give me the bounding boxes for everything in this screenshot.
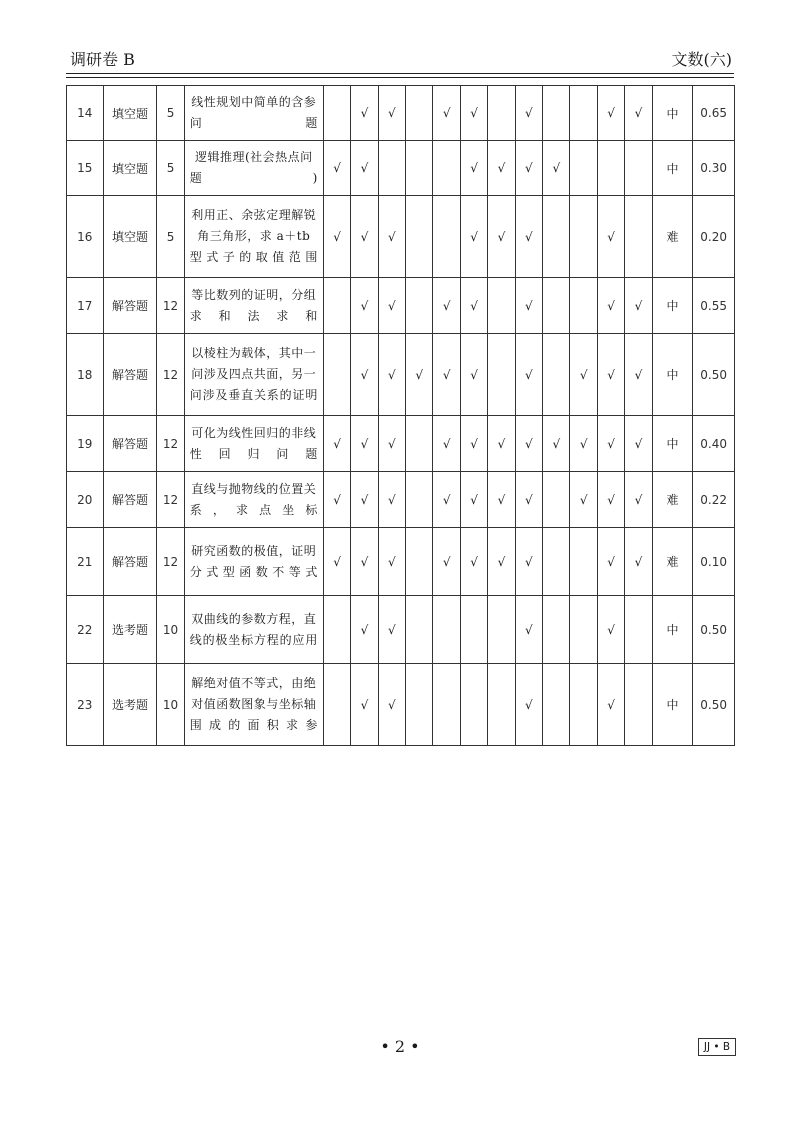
check-mark-cell: √ <box>351 416 378 472</box>
check-mark-cell: √ <box>378 86 405 141</box>
difficulty: 中 <box>652 664 693 746</box>
question-topic: 等比数列的证明，分组求和法求和 <box>184 278 323 334</box>
question-type: 填空题 <box>103 86 157 141</box>
header-subject: 文数(六) <box>671 50 732 69</box>
check-mark-cell <box>323 86 350 141</box>
check-mark-cell: √ <box>378 334 405 416</box>
check-mark-cell: √ <box>597 528 624 596</box>
table-row <box>67 528 735 596</box>
check-mark-cell <box>543 196 570 278</box>
check-mark-cell: √ <box>351 196 378 278</box>
check-mark-cell: √ <box>460 278 487 334</box>
check-mark-cell <box>570 86 597 141</box>
question-number: 14 <box>67 86 104 141</box>
check-mark-cell: √ <box>323 141 350 196</box>
check-mark-cell: √ <box>351 141 378 196</box>
check-mark-cell: √ <box>378 472 405 528</box>
question-type: 解答题 <box>103 472 157 528</box>
check-mark-cell <box>625 196 652 278</box>
page-number: • 2 • <box>380 1037 420 1056</box>
check-mark-cell <box>460 596 487 664</box>
header-title: 调研卷 B <box>70 50 135 69</box>
check-mark-cell <box>323 334 350 416</box>
check-mark-cell <box>543 664 570 746</box>
question-number: 18 <box>67 334 104 416</box>
difficulty: 中 <box>652 334 693 416</box>
check-mark-cell: √ <box>625 528 652 596</box>
check-mark-cell <box>625 596 652 664</box>
question-score: 5 <box>157 141 184 196</box>
paper-code: JJ • B <box>698 1038 736 1056</box>
check-mark-cell: √ <box>597 334 624 416</box>
check-mark-cell <box>570 196 597 278</box>
question-number: 16 <box>67 196 104 278</box>
check-mark-cell: √ <box>378 278 405 334</box>
difficulty: 中 <box>652 86 693 141</box>
difficulty: 中 <box>652 278 693 334</box>
expected-score-rate: 0.50 <box>693 596 735 664</box>
check-mark-cell: √ <box>597 596 624 664</box>
check-mark-cell <box>433 196 460 278</box>
check-mark-cell: √ <box>570 416 597 472</box>
check-mark-cell: √ <box>323 472 350 528</box>
table-row <box>67 278 735 334</box>
expected-score-rate: 0.55 <box>693 278 735 334</box>
check-mark-cell: √ <box>625 416 652 472</box>
check-mark-cell: √ <box>515 278 542 334</box>
check-mark-cell: √ <box>625 472 652 528</box>
table-row <box>67 141 735 196</box>
header-rule-thick <box>66 73 734 74</box>
check-mark-cell <box>625 664 652 746</box>
check-mark-cell: √ <box>433 528 460 596</box>
check-mark-cell: √ <box>515 472 542 528</box>
difficulty: 难 <box>652 196 693 278</box>
check-mark-cell: √ <box>570 472 597 528</box>
check-mark-cell <box>323 596 350 664</box>
check-mark-cell <box>433 596 460 664</box>
check-mark-cell: √ <box>597 664 624 746</box>
question-number: 21 <box>67 528 104 596</box>
check-mark-cell <box>488 278 515 334</box>
table-row <box>67 472 735 528</box>
question-topic: 直线与抛物线的位置关系，求点坐标 <box>184 472 323 528</box>
check-mark-cell <box>406 528 433 596</box>
question-number: 17 <box>67 278 104 334</box>
question-type: 解答题 <box>103 416 157 472</box>
check-mark-cell: √ <box>543 416 570 472</box>
question-number: 23 <box>67 664 104 746</box>
check-mark-cell: √ <box>543 141 570 196</box>
check-mark-cell: √ <box>460 528 487 596</box>
check-mark-cell <box>570 596 597 664</box>
check-mark-cell <box>543 528 570 596</box>
question-score: 12 <box>157 416 184 472</box>
question-topic: 研究函数的极值，证明分式型函数不等式 <box>184 528 323 596</box>
check-mark-cell: √ <box>351 334 378 416</box>
check-mark-cell: √ <box>625 278 652 334</box>
check-mark-cell <box>406 196 433 278</box>
check-mark-cell <box>406 416 433 472</box>
check-mark-cell: √ <box>625 334 652 416</box>
check-mark-cell <box>460 664 487 746</box>
check-mark-cell: √ <box>378 664 405 746</box>
check-mark-cell: √ <box>460 334 487 416</box>
check-mark-cell: √ <box>515 664 542 746</box>
check-mark-cell: √ <box>570 334 597 416</box>
check-mark-cell: √ <box>515 416 542 472</box>
check-mark-cell: √ <box>406 334 433 416</box>
question-type: 解答题 <box>103 334 157 416</box>
check-mark-cell: √ <box>515 528 542 596</box>
check-mark-cell: √ <box>597 416 624 472</box>
check-mark-cell: √ <box>378 596 405 664</box>
question-topic: 利用正、余弦定理解锐角三角形，求 a＋tb 型式子的取值范围 <box>184 196 323 278</box>
check-mark-cell: √ <box>351 86 378 141</box>
check-mark-cell: √ <box>433 334 460 416</box>
question-score: 5 <box>157 196 184 278</box>
question-score: 12 <box>157 472 184 528</box>
difficulty: 中 <box>652 596 693 664</box>
question-score: 12 <box>157 334 184 416</box>
table-row <box>67 664 735 746</box>
check-mark-cell: √ <box>378 196 405 278</box>
check-mark-cell <box>543 472 570 528</box>
table-row <box>67 416 735 472</box>
check-mark-cell: √ <box>460 141 487 196</box>
check-mark-cell <box>543 278 570 334</box>
check-mark-cell: √ <box>625 86 652 141</box>
check-mark-cell <box>570 664 597 746</box>
check-mark-cell: √ <box>323 416 350 472</box>
check-mark-cell <box>378 141 405 196</box>
check-mark-cell <box>488 86 515 141</box>
difficulty: 中 <box>652 141 693 196</box>
check-mark-cell: √ <box>488 196 515 278</box>
check-mark-cell: √ <box>488 141 515 196</box>
check-mark-cell: √ <box>597 86 624 141</box>
question-topic: 双曲线的参数方程，直线的极坐标方程的应用 <box>184 596 323 664</box>
check-mark-cell <box>406 141 433 196</box>
question-topic: 逻辑推理(社会热点问题) <box>184 141 323 196</box>
check-mark-cell <box>570 278 597 334</box>
question-type: 选考题 <box>103 596 157 664</box>
expected-score-rate: 0.50 <box>693 664 735 746</box>
question-number: 20 <box>67 472 104 528</box>
check-mark-cell <box>543 596 570 664</box>
check-mark-cell <box>433 141 460 196</box>
check-mark-cell <box>488 334 515 416</box>
table-body <box>67 86 735 746</box>
question-score: 10 <box>157 664 184 746</box>
difficulty: 中 <box>652 416 693 472</box>
question-number: 15 <box>67 141 104 196</box>
check-mark-cell: √ <box>433 86 460 141</box>
check-mark-cell: √ <box>597 472 624 528</box>
check-mark-cell <box>597 141 624 196</box>
check-mark-cell: √ <box>351 278 378 334</box>
question-type: 解答题 <box>103 528 157 596</box>
expected-score-rate: 0.50 <box>693 334 735 416</box>
check-mark-cell <box>406 664 433 746</box>
check-mark-cell: √ <box>488 472 515 528</box>
check-mark-cell: √ <box>378 528 405 596</box>
check-mark-cell: √ <box>488 528 515 596</box>
question-topic: 可化为线性回归的非线性回归问题 <box>184 416 323 472</box>
check-mark-cell <box>625 141 652 196</box>
table-row <box>67 196 735 278</box>
check-mark-cell <box>406 86 433 141</box>
check-mark-cell <box>323 278 350 334</box>
question-type: 解答题 <box>103 278 157 334</box>
check-mark-cell <box>406 278 433 334</box>
question-score: 5 <box>157 86 184 141</box>
question-number: 22 <box>67 596 104 664</box>
check-mark-cell: √ <box>515 86 542 141</box>
difficulty: 难 <box>652 528 693 596</box>
check-mark-cell: √ <box>351 664 378 746</box>
check-mark-cell: √ <box>351 596 378 664</box>
check-mark-cell: √ <box>597 278 624 334</box>
expected-score-rate: 0.30 <box>693 141 735 196</box>
expected-score-rate: 0.22 <box>693 472 735 528</box>
question-score: 10 <box>157 596 184 664</box>
check-mark-cell: √ <box>515 596 542 664</box>
question-type: 选考题 <box>103 664 157 746</box>
header-rule-thin <box>66 77 734 78</box>
check-mark-cell <box>488 596 515 664</box>
check-mark-cell: √ <box>323 528 350 596</box>
question-score: 12 <box>157 528 184 596</box>
expected-score-rate: 0.10 <box>693 528 735 596</box>
check-mark-cell <box>570 141 597 196</box>
check-mark-cell: √ <box>323 196 350 278</box>
question-topic: 线性规划中简单的含参问题 <box>184 86 323 141</box>
check-mark-cell <box>488 664 515 746</box>
question-topic: 解绝对值不等式，由绝对值函数图象与坐标轴围成的面积求参 <box>184 664 323 746</box>
check-mark-cell: √ <box>460 416 487 472</box>
check-mark-cell <box>406 596 433 664</box>
check-mark-cell: √ <box>515 334 542 416</box>
check-mark-cell: √ <box>433 416 460 472</box>
check-mark-cell: √ <box>488 416 515 472</box>
check-mark-cell: √ <box>460 472 487 528</box>
check-mark-cell: √ <box>351 528 378 596</box>
table-row <box>67 334 735 416</box>
check-mark-cell: √ <box>515 141 542 196</box>
expected-score-rate: 0.65 <box>693 86 735 141</box>
check-mark-cell: √ <box>433 278 460 334</box>
difficulty: 难 <box>652 472 693 528</box>
question-topic: 以棱柱为载体，其中一问涉及四点共面，另一问涉及垂直关系的证明 <box>184 334 323 416</box>
question-type: 填空题 <box>103 141 157 196</box>
check-mark-cell <box>570 528 597 596</box>
question-number: 19 <box>67 416 104 472</box>
check-mark-cell <box>406 472 433 528</box>
expected-score-rate: 0.20 <box>693 196 735 278</box>
check-mark-cell: √ <box>515 196 542 278</box>
check-mark-cell: √ <box>597 196 624 278</box>
check-mark-cell: √ <box>460 86 487 141</box>
check-mark-cell: √ <box>433 472 460 528</box>
check-mark-cell <box>543 86 570 141</box>
question-type: 填空题 <box>103 196 157 278</box>
question-score: 12 <box>157 278 184 334</box>
analysis-table <box>66 85 735 746</box>
check-mark-cell: √ <box>378 416 405 472</box>
expected-score-rate: 0.40 <box>693 416 735 472</box>
table-row <box>67 596 735 664</box>
check-mark-cell: √ <box>351 472 378 528</box>
check-mark-cell <box>433 664 460 746</box>
check-mark-cell <box>323 664 350 746</box>
check-mark-cell: √ <box>460 196 487 278</box>
table-row <box>67 86 735 141</box>
check-mark-cell <box>543 334 570 416</box>
